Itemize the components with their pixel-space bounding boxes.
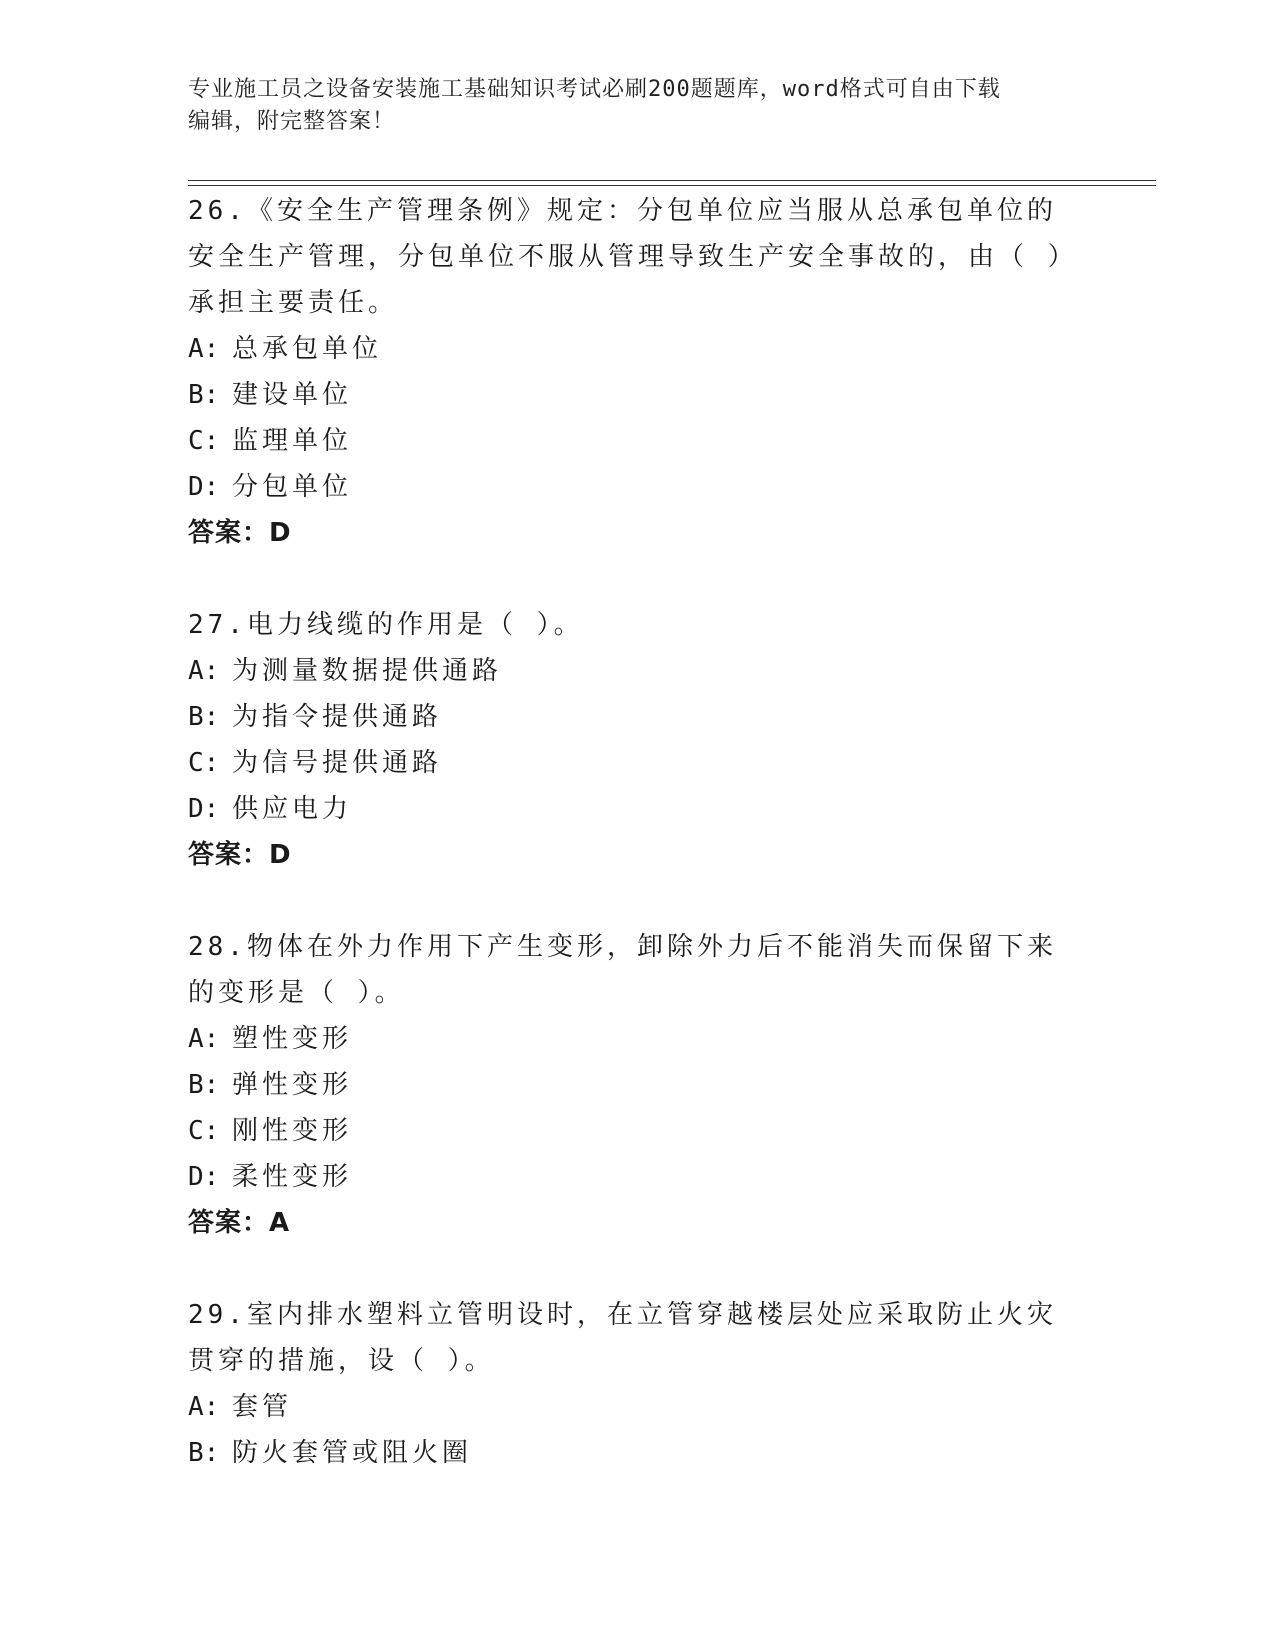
- option-key: B:: [188, 702, 220, 732]
- option-key: A:: [188, 1392, 220, 1422]
- option-key: B:: [188, 380, 220, 410]
- option-text: 柔性变形: [232, 1162, 353, 1192]
- option-text: 塑性变形: [232, 1024, 353, 1054]
- option-text: 防火套管或阻火圈: [232, 1438, 473, 1468]
- option-key: A:: [188, 334, 220, 364]
- question-item: [188, 1292, 1088, 1476]
- option-b: [188, 372, 1088, 418]
- option-text: 为信号提供通路: [232, 748, 443, 778]
- option-text: 套管: [232, 1392, 293, 1422]
- header-divider-top: [188, 180, 1156, 181]
- option-text: 为指令提供通路: [232, 702, 443, 732]
- question-text: 28.物体在外力作用下产生变形，卸除外力后不能消失而保留下来的变形是（ ）。: [188, 932, 1057, 1008]
- option-c: [188, 1108, 1088, 1154]
- header-line-2: 编辑，附完整答案！: [188, 109, 396, 134]
- option-key: D:: [188, 1162, 220, 1192]
- option-b: [188, 1430, 1088, 1476]
- option-key: A:: [188, 1024, 220, 1054]
- question-item: [188, 924, 1088, 1246]
- question-item: [188, 188, 1088, 556]
- option-a: [188, 326, 1088, 372]
- option-text: 刚性变形: [232, 1116, 353, 1146]
- option-text: 建设单位: [232, 380, 353, 410]
- option-c: [188, 418, 1088, 464]
- option-a: [188, 1384, 1088, 1430]
- option-c: [188, 740, 1088, 786]
- option-a: [188, 648, 1088, 694]
- option-d: [188, 786, 1088, 832]
- header-line-1: 专业施工员之设备安装施工基础知识考试必刷200题题库，word格式可自由下载: [188, 77, 1001, 102]
- option-d: [188, 1154, 1088, 1200]
- option-key: C:: [188, 748, 220, 778]
- option-text: 监理单位: [232, 426, 353, 456]
- option-text: 分包单位: [232, 472, 353, 502]
- option-key: C:: [188, 1116, 220, 1146]
- option-key: D:: [188, 472, 220, 502]
- option-a: [188, 1016, 1088, 1062]
- option-text: 总承包单位: [232, 334, 383, 364]
- question-text: 29.室内排水塑料立管明设时，在立管穿越楼层处应采取防止火灾贯穿的措施，设（ ）。: [188, 1300, 1057, 1376]
- option-key: B:: [188, 1070, 220, 1100]
- option-b: [188, 1062, 1088, 1108]
- option-text: 供应电力: [232, 794, 353, 824]
- option-key: B:: [188, 1438, 220, 1468]
- answer-label: 答案：A: [188, 1208, 291, 1238]
- option-d: [188, 464, 1088, 510]
- header-divider-bottom: [188, 185, 1156, 186]
- question-item: [188, 602, 1088, 878]
- question-list: [188, 188, 1088, 1522]
- option-key: C:: [188, 426, 220, 456]
- document-header: [188, 74, 1068, 138]
- option-text: 弹性变形: [232, 1070, 353, 1100]
- answer-label: 答案：D: [188, 840, 292, 870]
- option-key: D:: [188, 794, 220, 824]
- question-text: 27.电力线缆的作用是（ ）。: [188, 610, 584, 640]
- option-key: A:: [188, 656, 220, 686]
- option-b: [188, 694, 1088, 740]
- answer-label: 答案：D: [188, 518, 292, 548]
- question-text: 26.《安全生产管理条例》规定：分包单位应当服从总承包单位的安全生产管理，分包单位不服从管理导致生产安全事故的，由（ ）承担主要责任。: [188, 196, 1078, 318]
- option-text: 为测量数据提供通路: [232, 656, 503, 686]
